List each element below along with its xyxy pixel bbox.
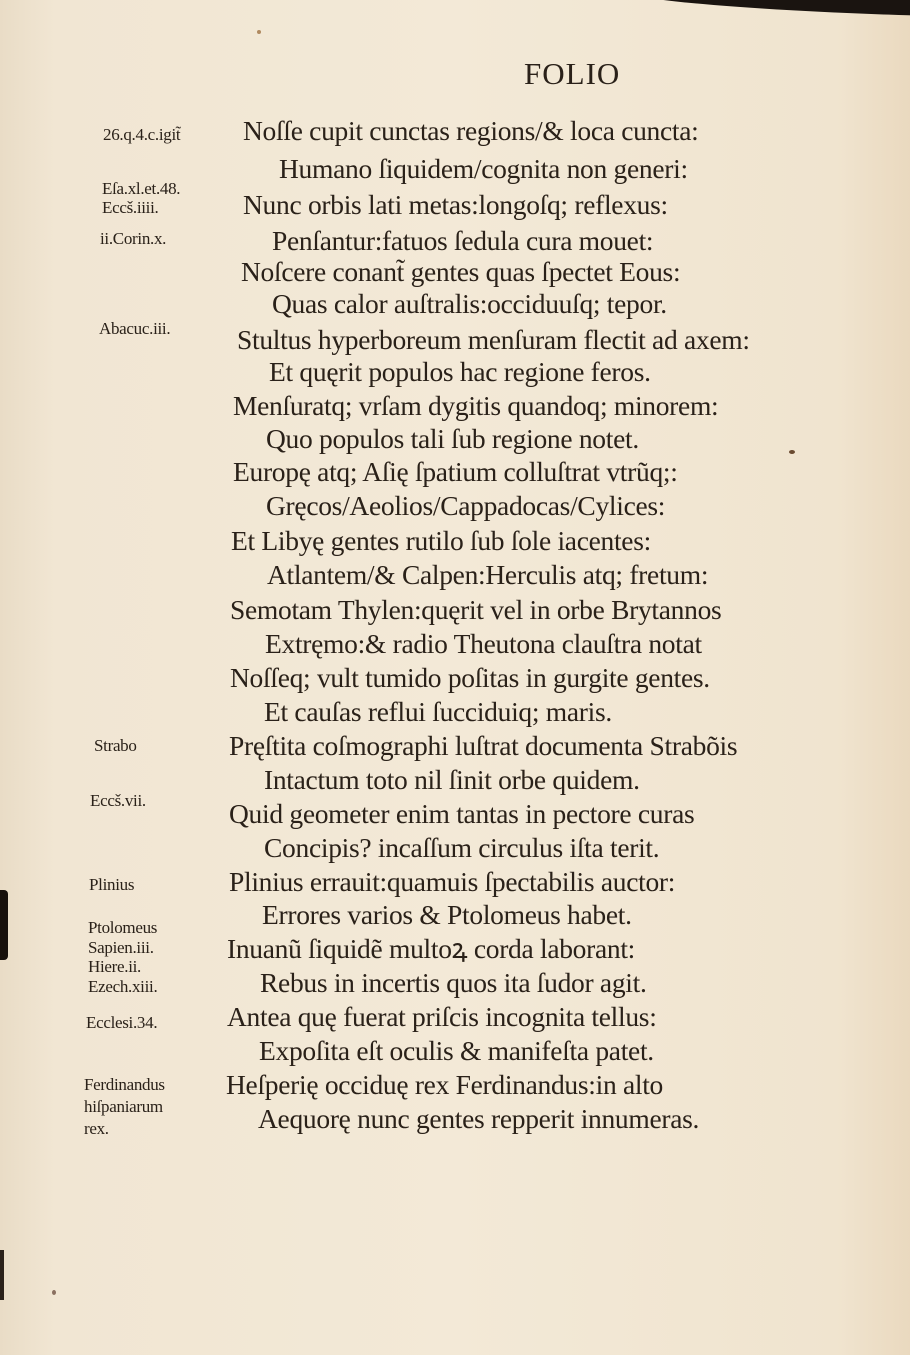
- verse-line: Rebus in incertis quos ita ſudor agit.: [260, 967, 647, 998]
- verse-line: Inuanũ ſiquidẽ multoꝝ corda laborant:: [227, 933, 636, 964]
- margin-note: Ezech.xiii.: [88, 977, 158, 996]
- margin-note: Eſa.xl.et.48.: [102, 179, 181, 198]
- verse-line: Europę atq; Aſię ſpatium colluſtrat vtrũq;:: [233, 456, 678, 487]
- verse-line: Semotam Thylen:quęrit vel in orbe Brytannos: [230, 594, 722, 625]
- verse-line: Expoſita eſt oculis & manifeſta patet.: [259, 1035, 654, 1066]
- verse-line: Quo populos tali ſub regione notet.: [266, 423, 639, 454]
- ink-speck: [52, 1290, 56, 1295]
- margin-note: rex.: [84, 1119, 109, 1138]
- verse-line: Concipis? incaſſum circulus iſta terit.: [264, 832, 660, 863]
- verse-line: Nunc orbis lati metas:longoſq; reflexus:: [243, 189, 668, 220]
- verse-line: Quas calor auſtralis:occiduuſq; tepor.: [272, 288, 667, 319]
- verse-line: Antea quę fuerat priſcis incognita tellus:: [227, 1001, 657, 1032]
- verse-line: Atlantem/& Calpen:Herculis atq; fretum:: [267, 559, 709, 590]
- verse-line: Menſuratq; vrſam dygitis quandoq; minorem:: [233, 390, 719, 421]
- margin-note: Ferdinandus: [84, 1075, 165, 1094]
- ink-speck: [257, 30, 261, 34]
- binding-edge: [0, 890, 8, 960]
- binding-edge: [0, 1250, 4, 1300]
- verse-line: Et cauſas reflui ſucciduiq; maris.: [264, 696, 612, 727]
- margin-note: 26.q.4.c.igit̃: [103, 125, 181, 144]
- margin-note: Ecclesi.34.: [86, 1013, 158, 1032]
- ink-speck: [789, 450, 795, 454]
- margin-note: Abacuc.iii.: [99, 319, 171, 338]
- margin-note: Plinius: [89, 875, 135, 894]
- verse-line: Aequorę nunc gentes repperit innumeras.: [258, 1103, 700, 1134]
- margin-note: Hiere.ii.: [88, 957, 141, 976]
- verse-line: Plinius errauit:quamuis ſpectabilis auctor:: [229, 866, 676, 897]
- verse-line: Gręcos/Aeolios/Cappadocas/Cylices:: [266, 490, 666, 521]
- verse-line: Quid geometer enim tantas in pectore curas: [229, 798, 695, 829]
- margin-note: Eccš.vii.: [90, 791, 146, 810]
- verse-line: Intactum toto nil ſinit orbe quidem.: [264, 764, 640, 795]
- margin-note: Strabo: [94, 736, 137, 755]
- page-edge-shadow: [620, 0, 910, 16]
- verse-line: Pręſtita coſmographi luſtrat documenta Strabõis: [229, 730, 738, 761]
- folio-header: FOLIO: [524, 56, 621, 91]
- margin-note: Ptolomeus: [88, 918, 158, 937]
- verse-line: Penſantur:fatuos ſedula cura mouet:: [272, 225, 654, 256]
- verse-line: Errores varios & Ptolomeus habet.: [262, 899, 632, 930]
- verse-line: Heſperię occiduę rex Ferdinandus:in alto: [226, 1069, 664, 1100]
- verse-line: Et quęrit populos hac regione feros.: [269, 356, 651, 387]
- verse-line: Stultus hyperboreum menſuram flectit ad axem:: [237, 324, 750, 355]
- margin-note: hiſpaniarum: [84, 1097, 163, 1116]
- verse-line: Humano ſiquidem/cognita non generi:: [279, 153, 688, 184]
- margin-note: Eccš.iiii.: [102, 198, 159, 217]
- verse-line: Noſſeq; vult tumido poſitas in gurgite gentes.: [230, 662, 710, 693]
- verse-line: Et Libyę gentes rutilo ſub ſole iacentes:: [231, 525, 651, 556]
- verse-line: Noſcere conant̃ gentes quas ſpectet Eous:: [241, 256, 681, 287]
- verse-line: Extręmo:& radio Theutona clauſtra notat: [265, 628, 702, 659]
- margin-note: Sapien.iii.: [88, 938, 154, 957]
- verse-line: Noſſe cupit cunctas regions/& loca cuncta:: [243, 115, 699, 146]
- margin-note: ii.Corin.x.: [100, 229, 167, 248]
